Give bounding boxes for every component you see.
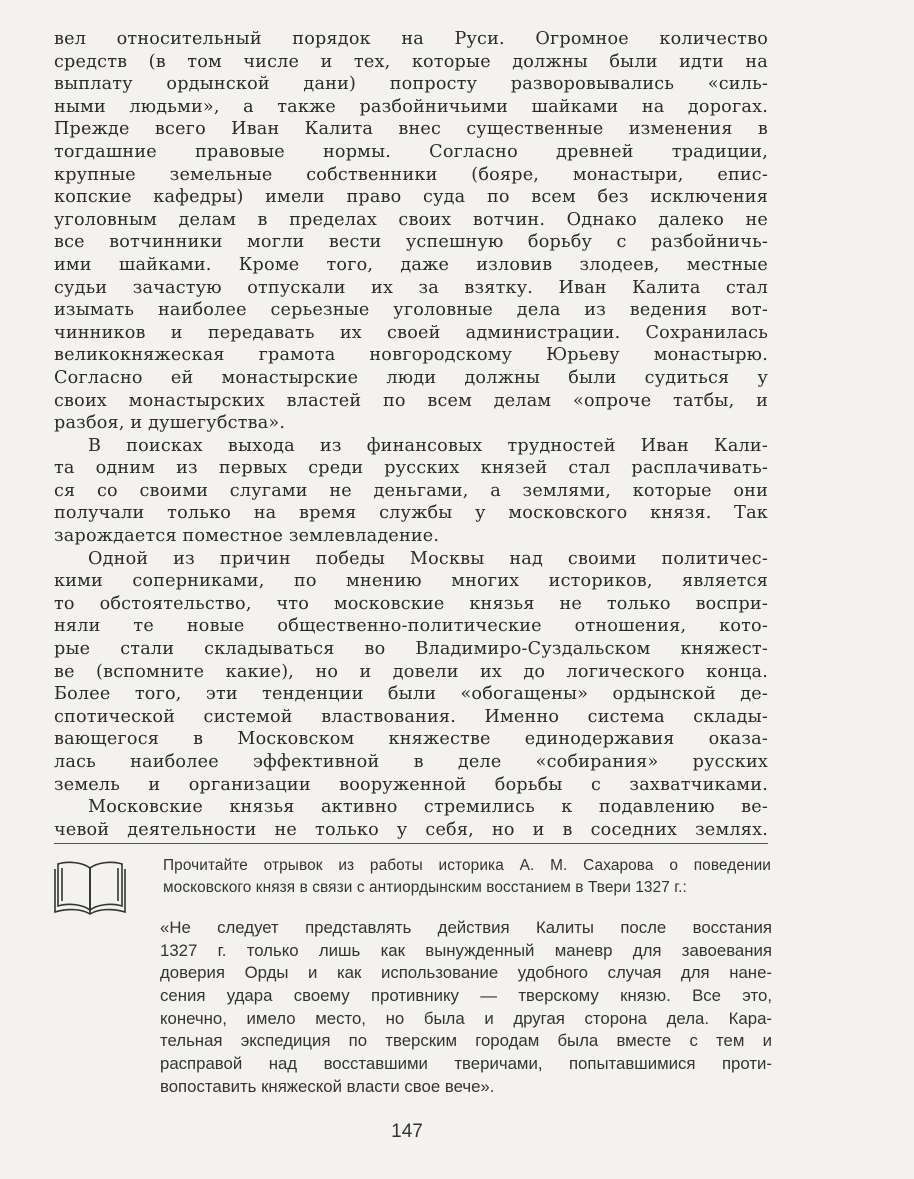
task-line: Прочитайте отрывок из работы историка А. М. Сахарова о поведении <box>163 857 771 874</box>
paragraph-line: Согласно ей монастырские люди должны были судиться у <box>54 367 768 388</box>
paragraph-line: судьи зачастую отпускали их за взятку. Иван Калита стал <box>54 277 768 298</box>
paragraph-line: лась наиболее эффективной в деле «собирания» русских <box>54 752 768 772</box>
paragraph-line: ве (вспомните какие), но и довели их до логического конца. <box>54 661 768 682</box>
paragraph-line: получали только на время службы у московского князя. Так <box>54 503 768 524</box>
quote-line: вопоставить княжеской власти свое вече». <box>160 1076 495 1096</box>
paragraph-line: то обстоятельство, что московские князья не только воспри- <box>54 593 768 614</box>
open-book-icon <box>52 858 128 918</box>
paragraph-line: та одним из первых среди русских князей стал расплачивать- <box>54 458 768 479</box>
main-text-block <box>54 28 768 841</box>
paragraph-line: изымать наиболее серьезные уголовные дела из ведения вот- <box>54 300 768 321</box>
quote-line: 1327 г. только лишь как вынужденный маневр для завоевания <box>160 940 772 960</box>
quote-line: конечно, имело место, но была и другая сторона дела. Кара- <box>160 1008 772 1028</box>
quote-line: «Не следует представлять действия Калиты после восстания <box>160 918 772 937</box>
paragraph-line: копские кафедры) имели право суда по всем без исключения <box>54 187 768 208</box>
paragraph-line: В поисках выхода из финансовых трудностей Иван Кали- <box>88 435 768 456</box>
paragraph-line: ными людьми», а также разбойничьими шайками на дорогах. <box>54 96 768 117</box>
paragraph-line: земель и организации вооруженной борьбы с захватчиками. <box>54 774 768 795</box>
quote-line: тельная экспедиция по тверским городам была вместе с тем и <box>160 1031 772 1051</box>
page-number: 147 <box>391 1121 423 1142</box>
paragraph-line: зарождается поместное землевладение. <box>54 526 440 547</box>
paragraph-line: спотической системой властвования. Именно система склады- <box>54 706 768 727</box>
section-divider <box>54 843 768 844</box>
paragraph-line: вел относительный порядок на Руси. Огромное количество <box>54 29 768 49</box>
paragraph-line: чевой деятельности не только у себя, но и в соседних землях. <box>54 819 768 840</box>
quote-line: доверия Орды и как использование удобного случая для нане- <box>160 963 772 983</box>
quote-line: сения удара своему противнику — тверскому князю. Все это, <box>160 986 772 1006</box>
quote-line: расправой над восставшими тверичами, попытавшимися проти- <box>160 1054 772 1074</box>
paragraph-line: крупные земельные собственники (бояре, монастыри, епис- <box>54 164 768 185</box>
paragraph-line: чинников и передавать их своей администрации. Сохранилась <box>54 322 768 343</box>
paragraph-line: Более того, эти тенденции были «обогащены» ордынской де- <box>54 684 768 705</box>
paragraph-line: все вотчинники могли вести успешную борьбу с разбойничь- <box>54 232 768 253</box>
paragraph-line: великокняжеская грамота новгородскому Юрьеву монастырю. <box>54 345 768 366</box>
historian-quote <box>160 917 772 1099</box>
paragraph-line: средств (в том числе и тех, которые должны были идти на <box>54 51 768 72</box>
paragraph-line: ими шайками. Кроме того, даже изловив злодеев, местные <box>54 254 768 275</box>
paragraph-line: вающегося в Московском княжестве единодержавия оказа- <box>54 729 768 750</box>
paragraph-line: своих монастырских властей по всем делам «опроче татбы, и <box>54 390 768 411</box>
paragraph-line: Одной из причин победы Москвы над своими политичес- <box>88 548 768 569</box>
paragraph-line: рые стали складываться во Владимиро-Суздальском княжест- <box>54 639 768 660</box>
reading-task <box>163 855 771 899</box>
paragraph-line: Прежде всего Иван Калита внес существенные изменения в <box>54 119 768 140</box>
paragraph-line: няли те новые общественно-политические отношения, кото- <box>54 616 768 637</box>
task-line: московского князя в связи с антиордынским восстанием в Твери 1327 г.: <box>163 879 687 896</box>
paragraph-line: выплату ордынской дани) попросту разворовывались «силь- <box>54 74 768 95</box>
paragraph-line: тогдашние правовые нормы. Согласно древней традиции, <box>54 141 768 162</box>
paragraph-line: ся со своими слугами не деньгами, а землями, которые они <box>54 480 768 501</box>
paragraph-line: уголовным делам в пределах своих вотчин. Однако далеко не <box>54 209 768 230</box>
paragraph-line: Московские князья активно стремились к подавлению ве- <box>88 797 768 818</box>
paragraph-line: кими соперниками, по мнению многих историков, является <box>54 571 768 592</box>
paragraph-line: разбоя, и душегубства». <box>54 413 286 434</box>
